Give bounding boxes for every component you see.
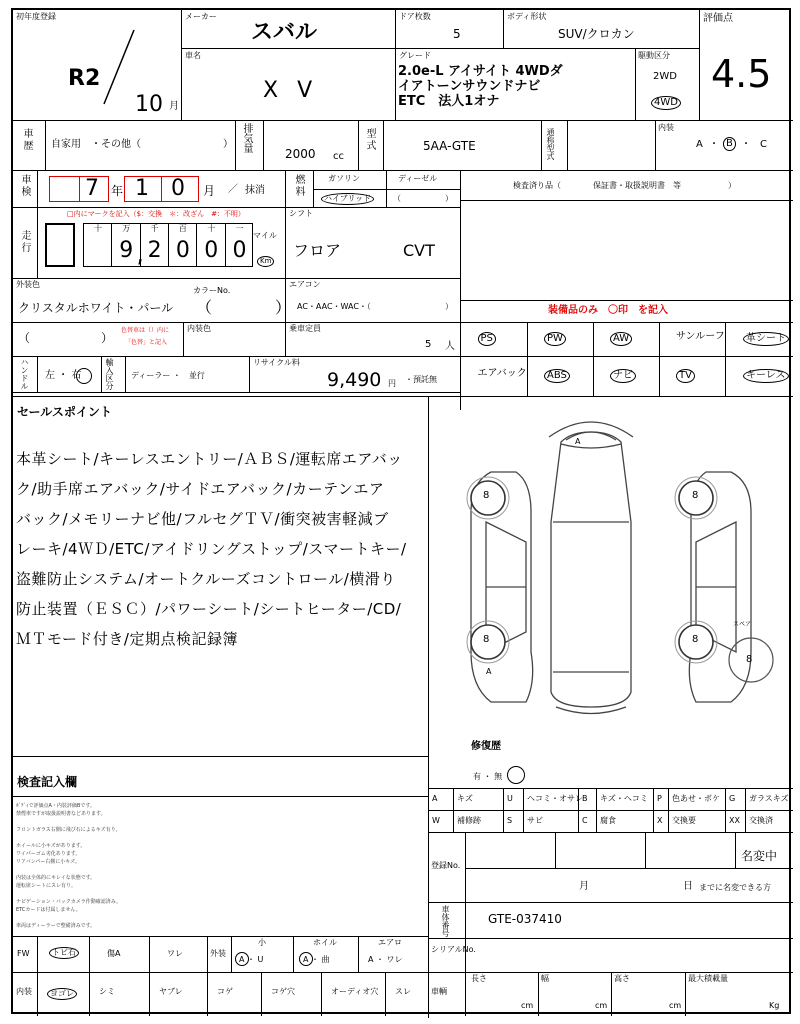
fw-item-scratch: 傷A [107,949,121,958]
legend-desc-0-1: ヘコミ・オサレ [527,794,583,803]
interior-divider [89,972,90,1016]
history-close: ） [223,139,233,150]
equip-item-1-1: ABS [544,369,570,383]
interior-item-3: コゲ [217,987,233,996]
sales-line-4: 盗難防止システム/オートクルーズコントロール/横滑り [16,570,396,588]
equip-item-1-2: ナビ [610,369,636,383]
wheel-a-circle [299,952,313,966]
mileage-unit-4: 十 [207,224,216,233]
equip-col-divider [659,322,660,396]
ext-color-label: 外装色 [16,280,40,289]
legend-divider [503,788,504,832]
slash-mark [98,28,138,108]
equip-item-0-2: AW [610,332,632,346]
mileage-km: Km [257,256,274,267]
displacement-label: 排気量 [241,123,252,153]
legend-divider [725,788,726,832]
legend-divider [453,788,454,832]
sales-title: セールスポイント [17,405,112,419]
height-label: 高さ [614,974,630,983]
interior-b: B [723,137,736,151]
recycle-amount: 9,490 [327,369,382,391]
weight-unit: Kg [769,1001,780,1010]
deadline-month: 月 [579,881,589,892]
inspection-note-13: ETCカードは付属しません。 [16,907,81,913]
weight-label: 最大積載量 [688,974,728,983]
mileage-unit-1: 万 [122,224,131,233]
handle-value: 左 ・ 右 [45,370,82,381]
equip-item-1-3: TV [676,369,695,383]
inspection-note-0: ﾎﾞﾃﾞｨで評価点A・内装評価Bです。 [16,803,95,809]
ac-options: AC・AAC・WAC・（ [297,302,371,311]
mileage-digit-4: 0 [204,238,219,263]
capacity-unit: 人 [445,341,455,352]
mileage-digit-divider [225,223,226,267]
color-change-note-1: 色替車は（）内に [121,327,170,334]
length-unit: cm [521,1001,534,1010]
interior-item-6: スレ [395,987,411,996]
fuel-diesel: ディーゼル [398,174,438,183]
aero-label: エアロ [378,938,402,947]
length-label: 長さ [471,974,487,983]
legend-divider [653,788,654,832]
legend-divider [668,788,669,832]
transmission-value: CVT [403,241,435,260]
legend-code-1-3: X [657,816,663,825]
maker-label: メーカー [185,12,217,21]
mileage-unit-0: 十 [94,224,102,233]
fuel-other: （ [393,194,401,203]
legend-code-1-0: W [432,816,440,825]
car-diagram [431,402,791,732]
legend-desc-1-1: サビ [527,816,543,825]
wheel-label: ホイル [313,938,337,947]
spare-label: スペア [733,621,752,628]
displacement-unit: cc [333,151,344,162]
interior-a: A [696,139,703,150]
inspection-note-3: フロントガラス右側に飛び石によるキズ有り。 [16,827,121,833]
inspection-digit-2: 0 [171,176,185,201]
sales-line-2: バック/メモリーナビ他/フルセグＴＶ/衝突被害軽減ブ [16,510,389,528]
drive-4wd: 4WD [651,96,681,110]
mileage-comma: , [136,243,144,268]
fuel-hybrid: ハイブリッド [321,193,374,205]
exterior-label: 外装 [210,949,226,958]
capacity-label: 乗車定員 [289,324,321,333]
recycle-unit: 円 [388,379,396,388]
first-reg-era: R2 [68,66,101,91]
color-change-open: （ [18,331,31,345]
mileage-digit-divider [168,223,169,267]
interior-divider [207,972,208,1016]
fuel-other-close: ） [445,194,453,203]
capacity-value: 5 [425,339,432,350]
mileage-digit-divider [196,223,197,267]
equip-items: 保証書・取扱説明書 等 [593,181,681,190]
legend-divider [596,788,597,832]
legend-desc-0-4: ガラスキズ [749,794,789,803]
inspection-digit: 7 [85,176,99,201]
interior-item-1: シミ [99,987,115,996]
legend-desc-1-2: 腐食 [600,816,616,825]
interior-divider [261,972,262,1016]
interior-color-label: 内装色 [187,324,211,333]
body-value: SUV/クロカン [558,27,635,41]
inspection-notes-title: 検査記入欄 [17,775,78,789]
first-reg-label: 初年度登録 [16,12,56,21]
handle-right-circle [76,368,92,384]
grade-line-1: 2.0e-L アイサイト 4WDダ [398,64,563,79]
chassis-label: 車体番号 [441,905,450,937]
mileage-unit-2: 千 [150,224,159,233]
inspection-erased: 抹消 [245,185,265,196]
inspection-note-1: 禁煙車ですが取扱説明書などあります。 [16,811,106,817]
shift-value: フロア [293,241,342,260]
size-label: 車輌 [431,987,447,996]
displacement-value: 2000 [285,147,316,161]
history-label: 車歴 [21,128,32,152]
fuel-label: 燃料 [293,174,304,198]
equip-col-divider [527,322,528,396]
drive-2wd: 2WD [653,71,677,82]
inspection-digit-1: 1 [135,176,149,201]
tire-value-rear-right: 8 [692,634,699,645]
equip-label: 検査済り品（ [513,181,561,190]
damage-mark-a-bottom: A [486,667,492,676]
small-a-circle [235,952,249,966]
ext-color-no-label: カラーNo. [193,286,231,295]
sales-line-6: ＭＴモード付き/定期点検記録簿 [16,630,238,648]
handle-label: ハンドル [20,358,29,390]
interior-label: 内装 [658,123,674,132]
score-label: 評価点 [703,13,733,24]
model-label: 車名 [185,51,201,60]
fw-label: FW [17,949,30,958]
color-no-close: ） [275,298,292,317]
sales-line-5: 防止装置（ＥＳＣ）/パワーシート/シートヒーター/CD/ [16,600,402,618]
legend-code-1-4: XX [729,816,740,825]
type-label: 型式 [364,128,375,152]
legend-desc-0-3: 色あせ・ボケ [672,794,720,803]
legend-code-1-2: C [582,816,588,825]
mileage-note: □内にマークを記入（$：交換 ＊：改ざん #：不明） [67,210,245,218]
sales-line-3: レーキ/4ＷＤ/ETC/アイドリングストップ/スマートキー/ [16,540,407,558]
doors-label: ドア枚数 [399,12,431,21]
score-value: 4.5 [711,52,772,96]
ac-close: ） [445,302,453,311]
grade-line-2: イアトーンサウンドナビ [398,79,541,94]
grade-label: グレード [399,51,431,60]
legend-desc-1-0: 補修跡 [457,816,481,825]
interior-c: C [760,139,767,150]
auction-sheet: 初年度登録 R2 10 月 メーカー スバル 車名 X V ドア枚数 5 ボディ形状 SUV/クロカン グレード 2.0e-L アイサイト 4WDダ イアトーンサウンドナビ ETC 法人1オナ 駆動区分 2WD 4WD 評価点 4.5 車歴 自家用 ・その他（ ） 排気量 2000 cc 型式 5AA-GTE 通称型式 内装 A ・ B ・ C 車検 7 年 1 0 月 ／ 抹消 燃料 ガソリン ディーゼル ハイブリッド （ ） 検査済り品（ 保証書・取扱説明書 等 ） 走行 □内にマークを記入（$：交換 ＊：改ざん #：不明） 十 万 9 千 2 百 0 十 0 一 0 , マイル Km シフト フロア CVT 外装色 カラーNo. クリスタルホワイト・パール （ ） エアコン AC・AAC・WAC・（ ） 装備品のみ 〇印 を記入 （ ） 色替車は（）内に 「色替」と記入 内装色 乗車定員 5 人 PS PW AW サンルーフ 革シート エアバック ABS ナビ TV キーレス ハンドル 左 ・ 右 輸入区分 ディーラー ・ 並行 リサイクル料 9,490 円 ・預託無 セールスポイント 本革シート/キーレスエントリー/ＡＢＳ/運転席エアバッ ク/助手席エアバック/サイドエアバック/カーテンエア バック/メモリーナビ他/フルセグＴＶ/衝突被害軽減ブ レーキ/4ＷＤ/ETC/アイドリングストップ/スマートキー/ 盗難防止システム/オートクルーズコントロール/横滑り 防止装置（ＥＳＣ）/パワーシート/シートヒーター/CD/ ＭＴモード付き/定期点検記録簿 8 8 8 8 スペア 8 A A 修復歴 有 ・ 無 A キズ U ヘコミ・オサレ B キズ・ヘコミ P 色あせ・ボケ G ガラスキズ W 補修跡 S サビ C 腐食 X 交換要 XX 交換済 登録No. 名変中 月 日 までに名変できる方 車体番号 GTE-037410 シリアルNo. 検査記入欄 ﾎﾞﾃﾞｨで評価点A・内装評価Bです。 禁煙車ですが取扱説明書などあります。 フロントガラス右側に飛び石によるキズ有り。 ホイールに小キズがあります。 ワイパーゴム劣化あります。 リアバンパー右側に小キズ。 内装は全体的にキレイな状態です。 運転席シートにスレ有り。 ナビゲーション・バックカメラ作動確認済み。 ETCカードは付属しません。 車両はディーラーで整備済みです。 FW トビ石 傷A ワレ 外装 小 A ・ U ホイル A ・ 曲 エアロ A ・ ワレ 内装 ヨゴレ シミ ヤブレ コゲ コゲ穴 オーディオ穴 スレ 車輌 長さ cm 幅 cm 高さ cm 最大積載量 Kg [11,8,791,1014]
ext-color-value: クリスタルホワイト・パール [18,301,174,315]
interior-divider [321,972,322,1016]
interior-item-2: ヤブレ [159,987,183,996]
recycle-note: ・預託無 [405,375,437,384]
mileage-digit-1: 9 [119,238,134,263]
first-reg-month-unit: 月 [169,101,179,112]
inspection-month-unit: 月 [203,184,216,198]
maker-value: スバル [251,20,318,45]
legend-desc-1-4: 交換済 [749,816,773,825]
legend-desc-0-0: キズ [457,794,473,803]
repair-none-circle [507,766,525,784]
body-label: ボディ形状 [507,12,547,21]
name-change-label: 名変中 [741,849,778,863]
shift-label: シフト [289,209,313,218]
legend-code-0-1: U [507,794,513,803]
drive-label: 駆動区分 [638,51,670,60]
interior-divider [385,972,386,1016]
color-no-open: （ [196,298,213,317]
width-unit: cm [595,1001,608,1010]
model-value: X V [263,78,319,103]
interior-item-4: コゲ穴 [271,987,295,996]
serial-label: シリアルNo. [431,945,476,954]
mileage-unit-3: 百 [178,224,187,233]
grade-line-3: ETC 法人1オナ [398,94,500,109]
mileage-digit-5: 0 [232,238,247,263]
repair-options: 有 ・ 無 [473,772,503,781]
equip-col-divider [725,322,726,396]
fw-item-chip: トビ石 [49,947,79,959]
mileage-unit-5: 一 [235,224,244,233]
interior-divider [149,972,150,1016]
tire-value-front-left: 8 [483,490,490,501]
deadline-day: 日 [683,881,693,892]
inspection-note-10: 運転席シートにスレ有り。 [16,883,77,889]
inspection-year-unit: 年 [111,184,124,198]
equipment-title: 装備品のみ 〇印 を記入 [548,305,668,316]
legend-code-0-4: G [729,794,736,803]
fw-item-crack: ワレ [167,949,183,958]
small-label: 小 [258,938,266,947]
tire-value-rear-left: 8 [483,634,490,645]
inspection-note-9: 内装は全体的にキレイな状態です。 [16,875,96,881]
inspection-note-7: リアバンパー右側に小キズ。 [16,859,81,865]
height-unit: cm [669,1001,682,1010]
legend-code-0-3: P [657,794,662,803]
legend-divider [523,788,524,832]
spare-value: 8 [746,654,753,665]
chassis-no: GTE-037410 [488,912,562,926]
first-reg-month: 10 [135,92,163,117]
damage-mark-a-top: A [575,437,581,446]
mileage-digit-3: 0 [175,238,190,263]
equip-close: ） [728,181,736,190]
legend-code-1-1: S [507,816,513,825]
equip-col-divider [593,322,594,396]
interior-bottom-label: 内装 [16,987,32,996]
legend-code-0-0: A [432,794,438,803]
import-value: ディーラー ・ 並行 [131,371,205,380]
mileage-mile: マイル [253,231,277,240]
mileage-digit-divider [111,223,112,267]
inspection-note-5: ホイールに小キズがあります。 [16,843,86,849]
fuel-gasoline: ガソリン [328,174,360,183]
import-label: 輸入区分 [105,358,114,390]
legend-desc-1-3: 交換要 [672,816,696,825]
width-label: 幅 [541,974,549,983]
small-options: A ・ U [239,955,264,964]
mileage-label: 走行 [19,230,30,254]
color-change-note-2: 「色替」と記入 [125,339,168,346]
legend-desc-0-2: キズ・ヘコミ [600,794,648,803]
sales-line-1: ク/助手席エアバック/サイドエアバック/カーテンエア [16,480,385,498]
tire-value-front-right: 8 [692,490,699,501]
repair-label: 修復歴 [471,741,501,752]
common-type-label: 通称型式 [546,128,555,160]
reg-no-label: 登録No. [431,861,461,870]
recycle-label: リサイクル料 [253,358,300,367]
equip-item-0-4: 革シート [743,332,789,346]
deadline-note: までに名変できる方 [699,883,771,892]
doors-value: 5 [453,27,461,41]
wheel-options: A ・ 曲 [303,955,330,964]
aero-options: A ・ ワレ [368,955,403,964]
equip-item-1-4: キーレス [743,369,789,383]
equip-item-0-3: サンルーフ [676,331,725,342]
interior-item-0: ヨゴレ [47,988,77,1000]
sales-line-0: 本革シート/キーレスエントリー/ＡＢＳ/運転席エアバッ [16,450,403,468]
history-value: 自家用 ・その他（ [51,139,141,150]
legend-code-0-2: B [582,794,588,803]
inspection-note-15: 車両はディーラーで整備済みです。 [16,923,96,929]
inspection-note-6: ワイパーゴム劣化あります。 [16,851,81,857]
equip-row-divider [460,356,793,357]
ac-label: エアコン [289,280,321,289]
equip-item-1-0: エアバック [477,368,527,379]
mileage-digit-2: 2 [147,238,162,263]
type-value: 5AA-GTE [423,139,476,153]
equip-item-0-0: PS [478,332,496,346]
inspection-label: 車検 [19,174,30,198]
interior-item-5: オーディオ穴 [331,987,379,996]
inspection-note-12: ナビゲーション・バックカメラ作動確認済み。 [16,899,122,905]
color-change-close: ） [101,331,114,345]
equip-item-0-1: PW [544,332,566,346]
legend-divider [745,788,746,832]
